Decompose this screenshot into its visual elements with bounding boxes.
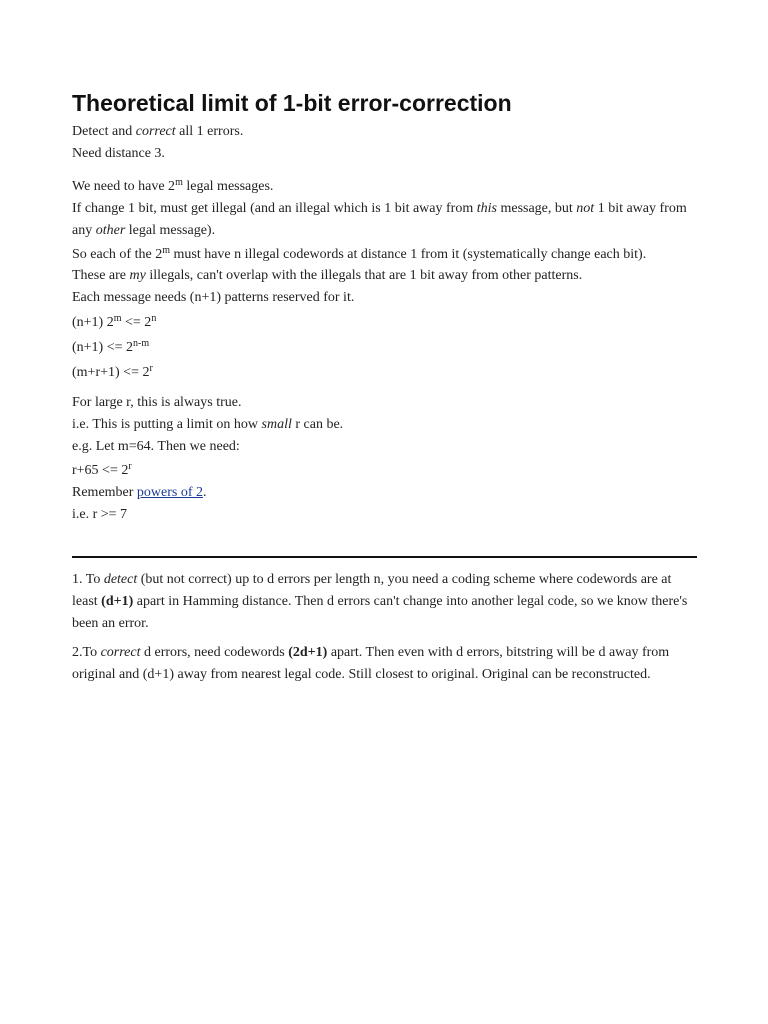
reserve-line: Each message needs (n+1) patterns reserved for it. xyxy=(72,290,355,305)
remember-line: Remember powers of 2. xyxy=(72,485,207,500)
formula-1: (n+1) $2^m <= 2^n$ xyxy=(72,313,157,330)
inequality-line: $r+65 <= 2^r$ xyxy=(72,461,132,478)
detect-line: Detect and correct all 1 errors. xyxy=(72,124,244,139)
note-correct-paragraph: 2.To correct d errors, need codewords (2d+1) apart. Then even with d errors, bitstring will be d away from original and (d+1) away from nearest legal code. Still closest to original. Original can be reconstructed. xyxy=(72,645,670,682)
change-bit-paragraph: If change 1 bit, must get illegal (and an illegal which is 1 bit away from this message, but not 1 bit away from any other legal message). xyxy=(72,201,687,238)
legal-messages-line: We need to have 2$^m$ legal messages. xyxy=(72,177,274,194)
page-title: Theoretical limit of 1-bit error-correction xyxy=(72,90,512,116)
powers-of-2-link[interactable]: powers of 2 xyxy=(136,485,204,500)
formula-2: $(n+1) <= 2^{n-m}$ xyxy=(72,338,150,355)
note-detect-paragraph: 1. To detect (but not correct) up to d errors per length n, you need a coding scheme where codewords are at least (d+1) apart in Hamming distance. Then d errors can't change into another legal code, so we know there's been an error. xyxy=(72,572,688,631)
result-line: i.e. r >= 7 xyxy=(72,507,128,522)
these-are-line: These are my illegals, can't overlap with the illegals that are 1 bit away from other patterns. xyxy=(72,268,583,283)
large-r-line: For large r, this is always true. xyxy=(72,395,242,410)
example-line: e.g. Let m=64. Then we need: xyxy=(72,439,240,454)
section-divider xyxy=(72,556,697,558)
formula-3: $(m+r+1) <= 2^r$ xyxy=(72,363,153,380)
each-of-line: So each of the 2$^m$ must have n illegal codewords at distance 1 from it (systematically change each bit). xyxy=(72,245,647,262)
distance-line: Need distance 3. xyxy=(72,146,165,161)
limit-line: i.e. This is putting a limit on how small r can be. xyxy=(72,417,344,432)
